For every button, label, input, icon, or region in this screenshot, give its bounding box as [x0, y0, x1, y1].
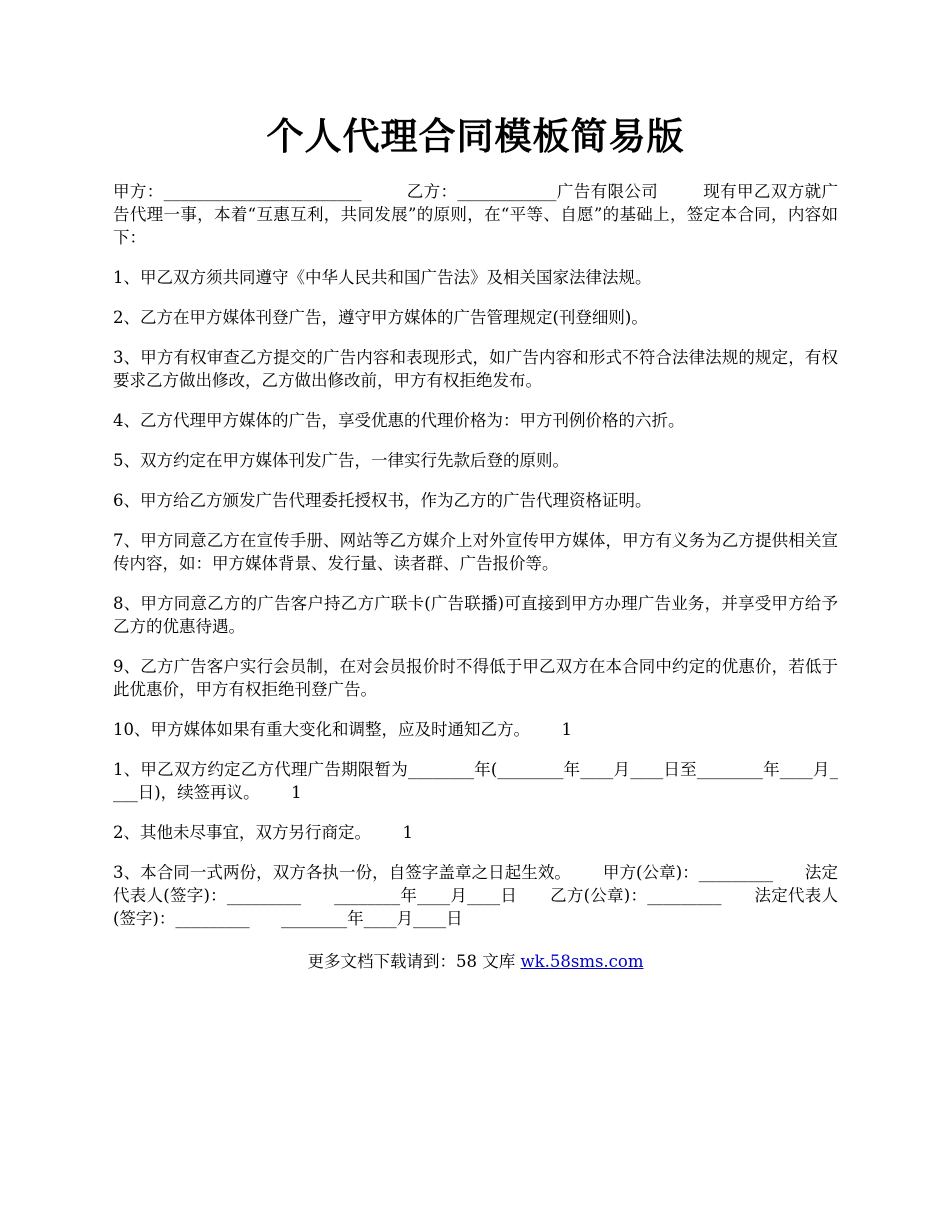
clause-4: 4、乙方代理甲方媒体的广告，享受优惠的代理价格为：甲方刊例价格的六折。: [113, 411, 685, 430]
clause-5: 5、双方约定在甲方媒体刊发广告，一律实行先款后登的原则。: [113, 451, 569, 470]
clause-6: 6、甲方给乙方颁发广告代理委托授权书，作为乙方的广告代理资格证明。: [113, 491, 652, 510]
clause-3: 3、甲方有权审查乙方提交的广告内容和表现形式，如广告内容和形式不符合法律法规的规定，有权要求乙方做出修改，乙方做出修改前，甲方有权拒绝发布。: [113, 348, 838, 390]
footer-text: 更多文档下载请到：58 文库: [307, 952, 521, 971]
document-page: [113, 0, 838, 973]
term-clause-2: 2、其他未尽事宜，双方另行商定。 1: [113, 823, 413, 842]
clause-8: 8、甲方同意乙方的广告客户持乙方广联卡(广告联播)可直接到甲方办理广告业务，并享受甲方给予乙方的优惠待遇。: [113, 594, 838, 636]
signature-clause: 3、本合同一式两份，双方各执一份，自签字盖章之日起生效。 甲方(公章)：_________ 法定代表人(签字)：_________ ________年____月____日 乙方(公章)：_________ 法定代表人(签字)：_________ ________年____月____日: [113, 863, 838, 928]
clause-2: 2、乙方在甲方媒体刊登广告，遵守甲方媒体的广告管理规定(刊登细则)。: [113, 308, 648, 327]
document-title: 个人代理合同模板简易版: [266, 114, 685, 158]
footer-link[interactable]: wk.58sms.com: [520, 952, 644, 971]
contract-intro: 甲方：________________________ 乙方：____________广告有限公司 现有甲乙双方就广告代理一事，本着“互惠互利，共同发展”的原则，在“平等、自愿”的基础上，签定本合同，内容如下：: [113, 182, 838, 247]
clause-7: 7、甲方同意乙方在宣传手册、网站等乙方媒介上对外宣传甲方媒体，甲方有义务为乙方提供相关宣传内容，如：甲方媒体背景、发行量、读者群、广告报价等。: [113, 531, 838, 573]
clause-1: 1、甲乙双方须共同遵守《中华人民共和国广告法》及相关国家法律法规。: [113, 268, 652, 287]
clause-10: 10、甲方媒体如果有重大变化和调整，应及时通知乙方。 1: [113, 720, 572, 739]
download-footer: [113, 950, 838, 973]
clause-9: 9、乙方广告客户实行会员制，在对会员报价时不得低于甲乙双方在本合同中约定的优惠价，若低于此优惠价，甲方有权拒绝刊登广告。: [113, 657, 838, 699]
term-clause-1: 1、甲乙双方约定乙方代理广告期限暂为________年(________年____月____日至________年____月____日)，续签再议。 1: [113, 760, 838, 802]
